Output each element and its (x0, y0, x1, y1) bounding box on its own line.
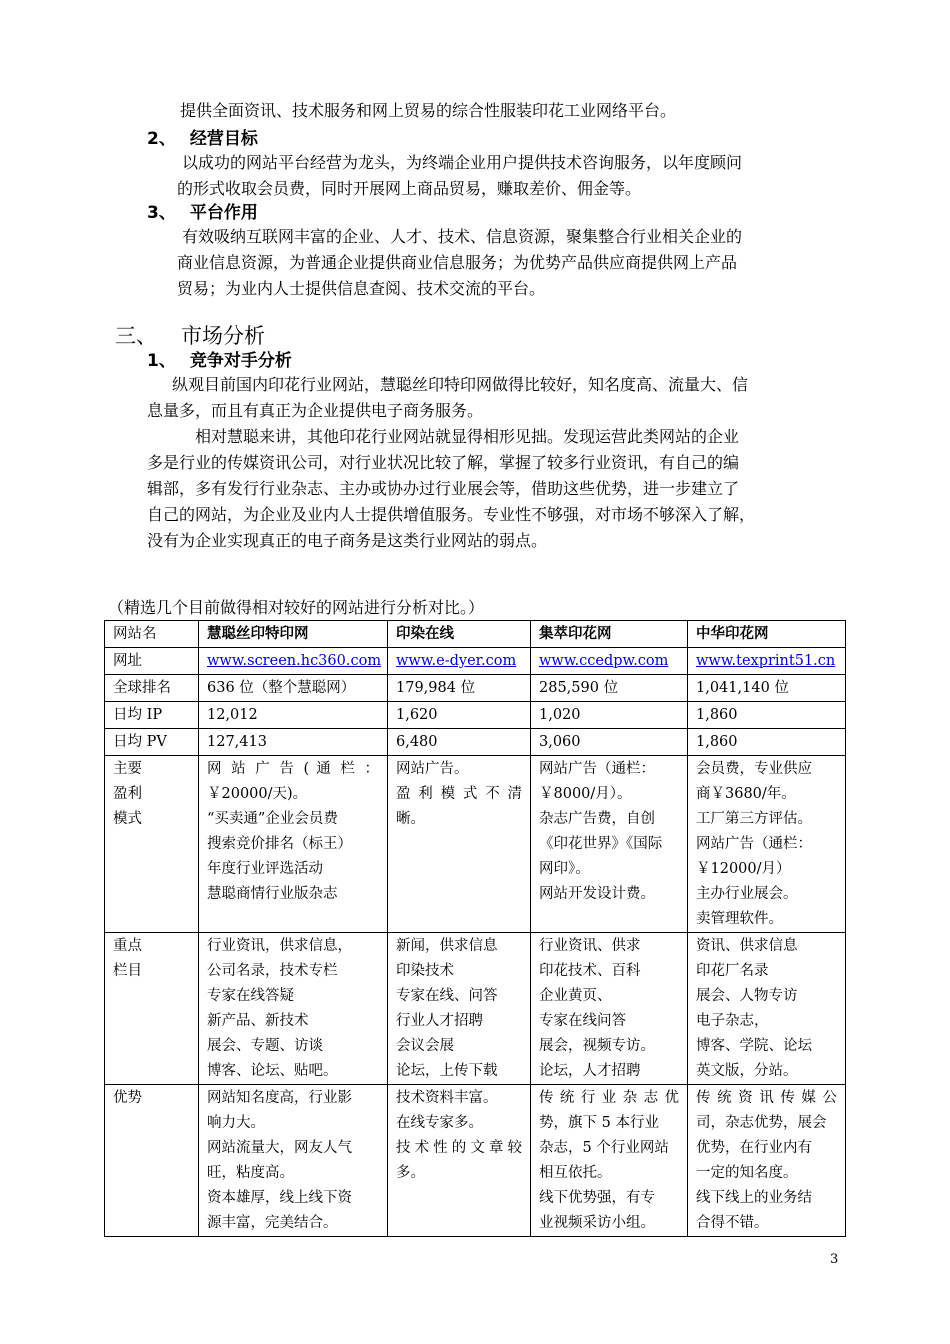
table-cell: 127,413 (199, 729, 388, 756)
cell-line: 技术性的文章较 (396, 1140, 522, 1156)
table-cell: 1,860 (688, 702, 846, 729)
cell-line: 杂志，5 个行业网站 (539, 1140, 669, 1156)
cell-line: 主办行业展会。 (696, 886, 798, 902)
goal-line-1: 以成功的网站平台经营为龙头，为终端企业用户提供技术咨询服务，以年度顾问 (182, 153, 743, 172)
cell-line: 资讯、供求信息 (696, 938, 798, 954)
row-label: 全球排名 (105, 675, 199, 702)
table-cell: 1,041,140 位 (688, 675, 846, 702)
cell-line: 优势，在行业内有 (696, 1140, 812, 1156)
columns-row (105, 933, 846, 1085)
competitor-heading (147, 346, 292, 371)
table-cell: 6,480 (388, 729, 531, 756)
table-cell: 285,590 位 (531, 675, 688, 702)
role-heading (147, 198, 258, 223)
cell-line: 晰。 (396, 811, 425, 827)
cell-line: 博客、论坛、贴吧。 (207, 1063, 338, 1079)
cell-line: “买卖通”企业会员费 (207, 811, 338, 827)
header-cell: 集萃印花网 (531, 621, 688, 648)
cell-line: 新闻，供求信息 (396, 938, 498, 954)
cell-line: 展会、专题、访谈 (207, 1038, 323, 1054)
role-line-1: 有效吸纳互联网丰富的企业、人才、技术、信息资源，聚集整合行业相关企业的 (182, 227, 743, 246)
table-cell: 1,860 (688, 729, 846, 756)
table-header-row (105, 621, 846, 648)
table-cell (199, 756, 388, 933)
table-cell (388, 933, 531, 1085)
site-link[interactable]: www.texprint51.cn (696, 653, 836, 669)
goal-title: 经营目标 (189, 129, 258, 149)
cell-line: 源丰富，完美结合。 (207, 1215, 338, 1231)
section-title: 市场分析 (181, 324, 265, 348)
header-cell: 中华印花网 (688, 621, 846, 648)
competitor-para2-line-4: 自己的网站，为企业及业内人士提供增值服务。专业性不够强，对市场不够深入了解， (147, 505, 756, 524)
cell-line: 多。 (396, 1165, 425, 1181)
goal-number: 2、 (147, 129, 176, 149)
cell-line: 网站知名度高，行业影 (207, 1090, 352, 1106)
cell-line: 相互依托。 (539, 1165, 612, 1181)
label-line: 重点 (113, 938, 142, 954)
table-cell: 179,984 位 (388, 675, 531, 702)
intro-line: 提供全面资讯、技术服务和网上贸易的综合性服装印花工业网络平台。 (180, 101, 677, 120)
competitor-para2-line-5: 没有为企业实现真正的电子商务是这类行业网站的弱点。 (147, 531, 548, 550)
cell-line: ￥20000/天)。 (207, 786, 308, 802)
row-label: 优势 (105, 1085, 199, 1237)
cell-line: 卖管理软件。 (696, 911, 783, 927)
cell-line: 展会，视频专访。 (539, 1038, 655, 1054)
cell-line: 博客、学院、论坛 (696, 1038, 812, 1054)
cell-line: 旺，粘度高。 (207, 1165, 294, 1181)
cell-line: 资本雄厚，线上线下资 (207, 1190, 352, 1206)
cell-line: 英文版，分站。 (696, 1063, 798, 1079)
cell-line: 网 站 广 告 ( 通 栏 ： (207, 761, 379, 777)
competitor-para1-line-2: 息量多，而且有真正为企业提供电子商务服务。 (147, 401, 484, 420)
table-cell (199, 1085, 388, 1237)
competitor-para2-line-3: 辑部，多有发行行业杂志、主办或协办过行业展会等，借助这些优势，进一步建立了 (147, 479, 740, 498)
label-line: 盈利 (113, 786, 142, 802)
table-cell: 3,060 (531, 729, 688, 756)
cell-line: 响力大。 (207, 1115, 265, 1131)
cell-line: 展会、人物专访 (696, 988, 798, 1004)
table-cell (388, 1085, 531, 1237)
cell-line: 会议会展 (396, 1038, 454, 1054)
label-line: 栏目 (113, 963, 142, 979)
cell-line: 网站开发设计费。 (539, 886, 655, 902)
table-caption: （精选几个目前做得相对较好的网站进行分析对比。） (108, 598, 485, 617)
cell-line: 传 统 资 讯 传 媒 公 (696, 1090, 837, 1106)
cell-line: 网站广告。 (396, 761, 469, 777)
cell-line: 在线专家多。 (396, 1115, 483, 1131)
ip-row (105, 702, 846, 729)
cell-line: 行业资讯、供求 (539, 938, 641, 954)
competitor-number: 1、 (147, 351, 176, 371)
header-cell: 印染在线 (388, 621, 531, 648)
table-cell: 636 位（整个慧聪网） (199, 675, 388, 702)
profit-row (105, 756, 846, 933)
role-line-2: 商业信息资源，为普通企业提供商业信息服务；为优势产品供应商提供网上产品 (177, 253, 738, 272)
pv-row (105, 729, 846, 756)
cell-line: 线下线上的业务结 (696, 1190, 812, 1206)
header-cell: 慧聪丝印特印网 (199, 621, 388, 648)
competitor-para2-line-1: 相对慧聪来讲，其他印花行业网站就显得相形见拙。发现运营此类网站的企业 (195, 427, 740, 446)
cell-line: 论坛，人才招聘 (539, 1063, 641, 1079)
rank-row (105, 675, 846, 702)
role-title: 平台作用 (189, 203, 258, 223)
site-link[interactable]: www.screen.hc360.com (207, 653, 382, 669)
role-line-3: 贸易；为业内人士提供信息查阅、技术交流的平台。 (177, 279, 546, 298)
cell-line: 合得不错。 (696, 1215, 769, 1231)
competitor-title: 竞争对手分析 (189, 351, 292, 371)
header-cell: 网站名 (105, 621, 199, 648)
cell-line: 势，旗下 5 本行业 (539, 1115, 659, 1131)
section-number: 三、 (115, 324, 157, 348)
cell-line: 新产品、新技术 (207, 1013, 309, 1029)
role-number: 3、 (147, 203, 176, 223)
cell-line: 网站广告（通栏： (696, 836, 812, 852)
cell-line: 论坛，上传下载 (396, 1063, 498, 1079)
table-cell (688, 756, 846, 933)
url-row (105, 648, 846, 675)
row-label (105, 756, 199, 933)
cell-line: 商￥3680/年。 (696, 786, 796, 802)
goal-line-2: 的形式收取会员费，同时开展网上商品贸易，赚取差价、佣金等。 (177, 179, 642, 198)
cell-line: 网印》。 (539, 861, 590, 877)
cell-line: 专家在线答疑 (207, 988, 294, 1004)
table-cell (531, 756, 688, 933)
cell-line: ￥8000/月）。 (539, 786, 632, 802)
row-label (105, 933, 199, 1085)
page-number: 3 (830, 1252, 839, 1267)
cell-line: 搜索竞价排名（标王） (207, 836, 352, 852)
site-link[interactable]: www.ccedpw.com (539, 653, 669, 669)
row-label: 日均 PV (105, 729, 199, 756)
competitor-para2-line-2: 多是行业的传媒资讯公司，对行业状况比较了解，掌握了较多行业资讯，有自己的编 (147, 453, 740, 472)
table-cell: 12,012 (199, 702, 388, 729)
cell-line: 《印花世界》《国际 (539, 836, 663, 852)
cell-line: 公司名录，技术专栏 (207, 963, 338, 979)
table-cell: 1,620 (388, 702, 531, 729)
cell-line: ￥12000/月） (696, 861, 791, 877)
table-cell (688, 1085, 846, 1237)
table-cell (199, 933, 388, 1085)
row-label: 日均 IP (105, 702, 199, 729)
cell-line: 年度行业评选活动 (207, 861, 323, 877)
cell-line: 司，杂志优势，展会 (696, 1115, 827, 1131)
comparison-table (104, 620, 846, 1237)
goal-heading (147, 124, 258, 149)
cell-line: 盈 利 模 式 不 清 (396, 786, 522, 802)
cell-line: 印花技术、百科 (539, 963, 641, 979)
cell-line: 业视频采访小组。 (539, 1215, 655, 1231)
table-cell (531, 933, 688, 1085)
cell-line: 会员费，专业供应 (696, 761, 812, 777)
cell-line: 线下优势强，有专 (539, 1190, 655, 1206)
cell-line: 网站流量大，网友人气 (207, 1140, 352, 1156)
cell-line: 电子杂志， (696, 1013, 769, 1029)
cell-line: 专家在线、问答 (396, 988, 498, 1004)
cell-line: 行业资讯，供求信息， (207, 938, 352, 954)
cell-line: 技术资料丰富。 (396, 1090, 498, 1106)
table-cell (531, 1085, 688, 1237)
cell-line: 工厂第三方评估。 (696, 811, 812, 827)
cell-line: 印花厂名录 (696, 963, 769, 979)
cell-line: 杂志广告费，自创 (539, 811, 655, 827)
table-cell: 1,020 (531, 702, 688, 729)
cell-line: 企业黄页、 (539, 988, 612, 1004)
competitor-para1-line-1: 纵观目前国内印花行业网站，慧聪丝印特印网做得比较好，知名度高、流量大、信 (172, 375, 749, 394)
cell-line: 网站广告（通栏： (539, 761, 655, 777)
table-cell (688, 933, 846, 1085)
label-line: 主要 (113, 761, 142, 777)
label-line: 模式 (113, 811, 142, 827)
cell-line: 行业人才招聘 (396, 1013, 483, 1029)
site-link[interactable]: www.e-dyer.com (396, 653, 517, 669)
cell-line: 印染技术 (396, 963, 454, 979)
advantage-row (105, 1085, 846, 1237)
row-label: 网址 (105, 648, 199, 675)
cell-line: 慧聪商情行业版杂志 (207, 886, 338, 902)
cell-line: 一定的知名度。 (696, 1165, 798, 1181)
table-cell (388, 756, 531, 933)
cell-line: 传 统 行 业 杂 志 优 (539, 1090, 679, 1106)
cell-line: 专家在线问答 (539, 1013, 626, 1029)
